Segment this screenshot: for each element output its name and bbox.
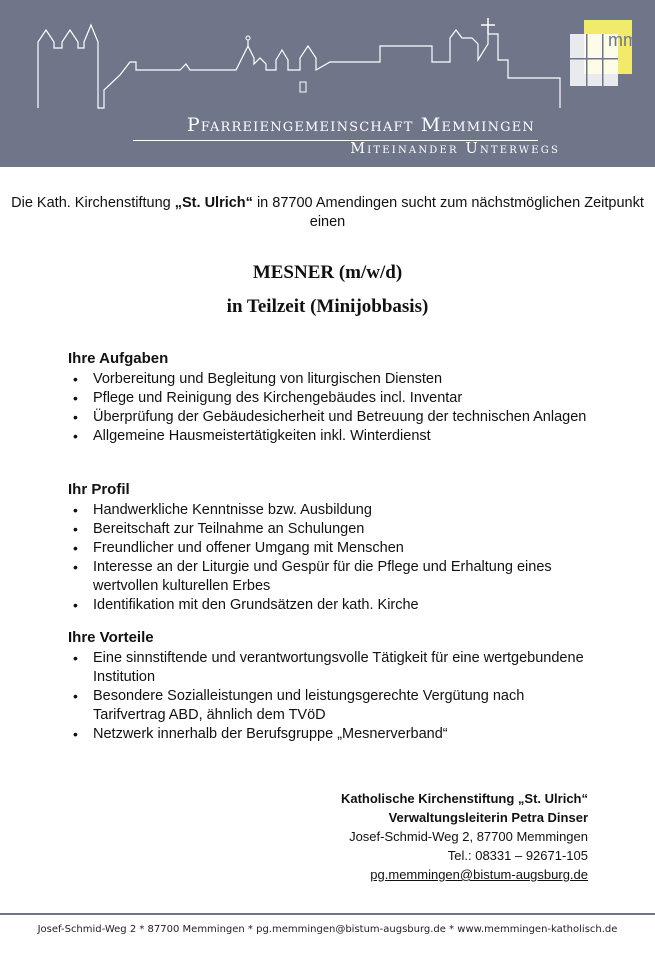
list-item: • Identifikation mit den Grundsätzen der kath. Kirche <box>68 596 588 615</box>
list-item: • Handwerkliche Kenntnisse bzw. Ausbildung <box>68 501 588 520</box>
list-item: • Überprüfung der Gebäudesicherheit und Betreuung der technischen Anlagen <box>68 408 588 427</box>
list-item: • Eine sinnstiftende und verantwortungsvolle Tätigkeit für eine wertgebundene Institution <box>68 649 588 687</box>
organization-name: Pfarreiengemeinschaft Memmingen <box>186 114 535 136</box>
footer-text: Josef-Schmid-Weg 2 * 87700 Memmingen * pg.memmingen@bistum-augsburg.de * www.memmingen-katholisch.de <box>37 924 618 935</box>
section-aufgaben <box>68 350 588 446</box>
list-item: • Interesse an der Liturgie und Gespür für die Pflege und Erhaltung eines wertvollen kulturellen Erbes <box>68 558 588 596</box>
section-vorteile <box>68 629 588 744</box>
footer-divider <box>0 913 655 915</box>
contact-organization: Katholische Kirchenstiftung „St. Ulrich“ <box>340 791 588 806</box>
contact-address: Josef-Schmid-Weg 2, 87700 Memmingen <box>349 829 588 844</box>
list-item: • Freundlicher und offener Umgang mit Menschen <box>68 539 588 558</box>
organization-subtitle: Miteinander Unterwegs <box>350 141 560 157</box>
contact-person: Verwaltungsleiterin Petra Dinser <box>388 810 588 825</box>
job-title: MESNER (m/w/d) <box>252 262 403 283</box>
header-banner <box>0 0 655 167</box>
section-heading: Ihr Profil <box>68 481 130 498</box>
list-item: • Bereitschaft zur Teilnahme an Schulungen <box>68 520 588 539</box>
logo-mm-icon <box>570 20 638 86</box>
benefits-list <box>68 649 588 744</box>
svg-text:mm: mm <box>608 30 638 50</box>
list-item: • Besondere Sozialleistungen und leistungsgerechte Vergütung nach Tarifvertrag ABD, ähnlich dem TVöD <box>68 687 588 725</box>
task-list <box>68 370 588 446</box>
list-item: • Allgemeine Hausmeistertätigkeiten inkl. Winterdienst <box>68 427 588 446</box>
job-subtitle: in Teilzeit (Minijobbasis) <box>226 296 429 317</box>
list-item: • Pflege und Reinigung des Kirchengebäudes incl. Inventar <box>68 389 588 408</box>
list-item: • Vorbereitung und Begleitung von liturgischen Diensten <box>68 370 588 389</box>
section-heading: Ihre Aufgaben <box>68 350 169 367</box>
intro-text: Die Kath. Kirchenstiftung „St. Ulrich“ in 87700 Amendingen sucht zum nächstmöglichen Zeitpunkt einen <box>11 195 644 230</box>
contact-block <box>341 789 588 884</box>
section-heading: Ihre Vorteile <box>68 629 154 646</box>
section-profil <box>68 481 588 615</box>
profile-list <box>68 501 588 615</box>
list-item: • Netzwerk innerhalb der Berufsgruppe „Mesnerverband“ <box>68 725 588 744</box>
contact-phone: Tel.: 08331 – 92671-105 <box>447 848 588 863</box>
contact-email-link[interactable]: pg.memmingen@bistum-augsburg.de <box>370 867 588 882</box>
